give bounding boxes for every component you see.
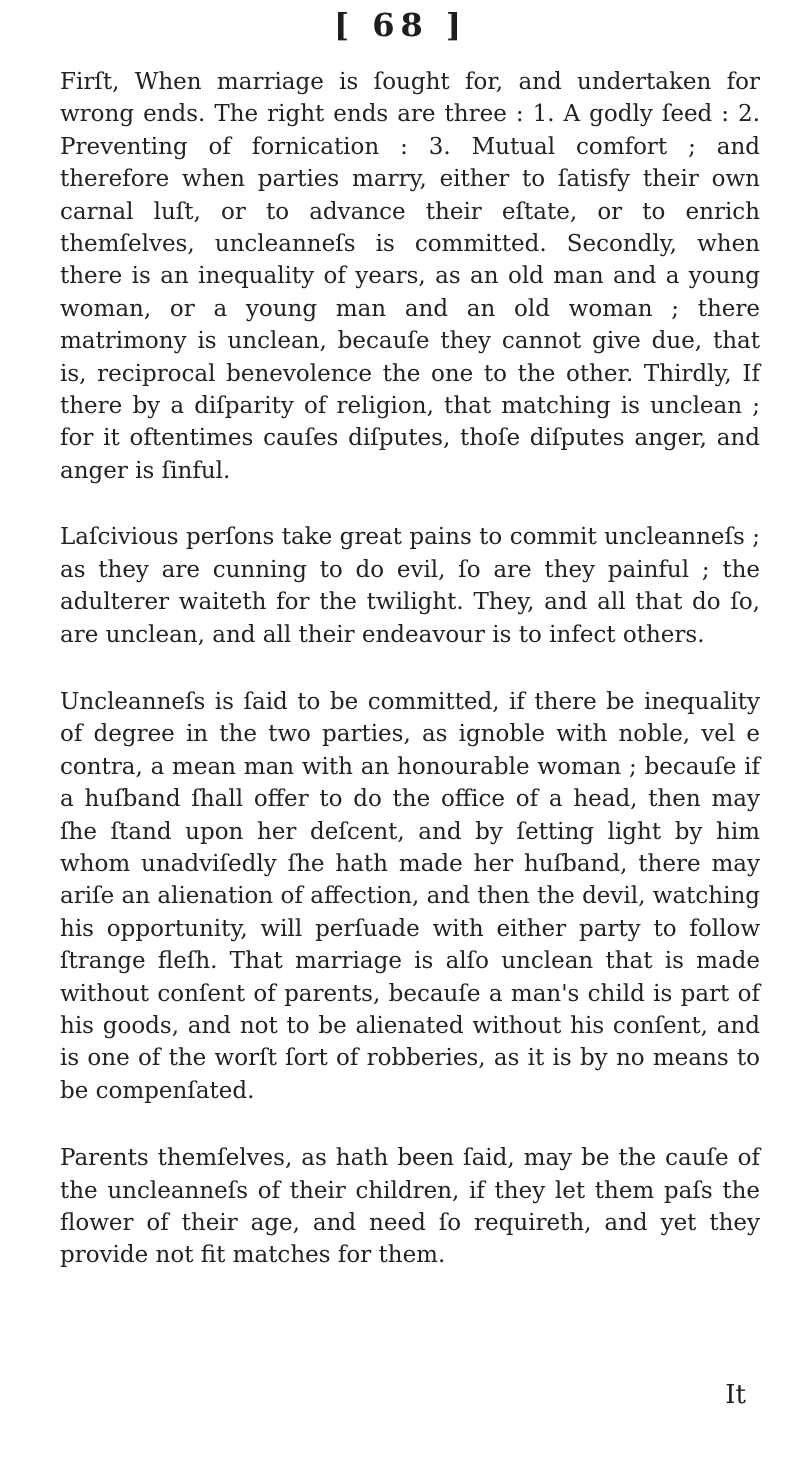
- page-number: [ 68 ]: [333, 6, 468, 44]
- catchword: It: [725, 1380, 746, 1410]
- paragraph-2: Laſcivious perſons take great pains to commit uncleanneſs ; as they are cunning to do evil, ſo are they painful ; the adulterer waiteth for the twilight. They, and all that do ſo, are unclean, and all their endeavour is to infect others.: [60, 524, 760, 648]
- body-text: [60, 66, 760, 1307]
- paragraph-1: Firſt, When marriage is ſought for, and undertaken for wrong ends. The right ends are three : 1. A godly ſeed : 2. Preventing of fornication : 3. Mutual comfort ; and therefore when parties marry, either to ſatisfy their own carnal luſt, or to advance their eſtate, or to enrich themſelves, uncleanneſs is committed. Secondly, when there is an inequality of years, as an old man and a young woman, or a young man and an old woman ; there matrimony is unclean, becauſe they cannot give due, that is, reciprocal benevolence the one to the other. Thirdly, If there by a diſparity of religion, that matching is unclean ; for it oftentimes cauſes diſputes, thoſe diſputes anger, and anger is ſinful.: [60, 69, 760, 484]
- paragraph-3: Uncleanneſs is ſaid to be committed, if there be inequality of degree in the two parties, as ignoble with noble, vel e contra, a mean man with an honourable woman ; becauſe if a huſband ſhall offer to do the office of a head, then may ſhe ſtand upon her deſcent, and by ſetting light by him whom unadviſedly ſhe hath made her huſband, there may ariſe an alienation of affection, and then the devil, watching his opportunity, will perſuade with either party to follow ſtrange fleſh. That marriage is alſo unclean that is made without conſent of parents, becauſe a man's child is part of his goods, and not to be alienated without his conſent, and is one of the worſt ſort of robberies, as it is by no means to be compenſated.: [60, 688, 760, 1104]
- paragraph-4: Parents themſelves, as hath been ſaid, may be the cauſe of the uncleanneſs of their children, if they let them paſs the flower of their age, and need ſo requireth, and yet they provide not fit matches for them.: [60, 1145, 760, 1269]
